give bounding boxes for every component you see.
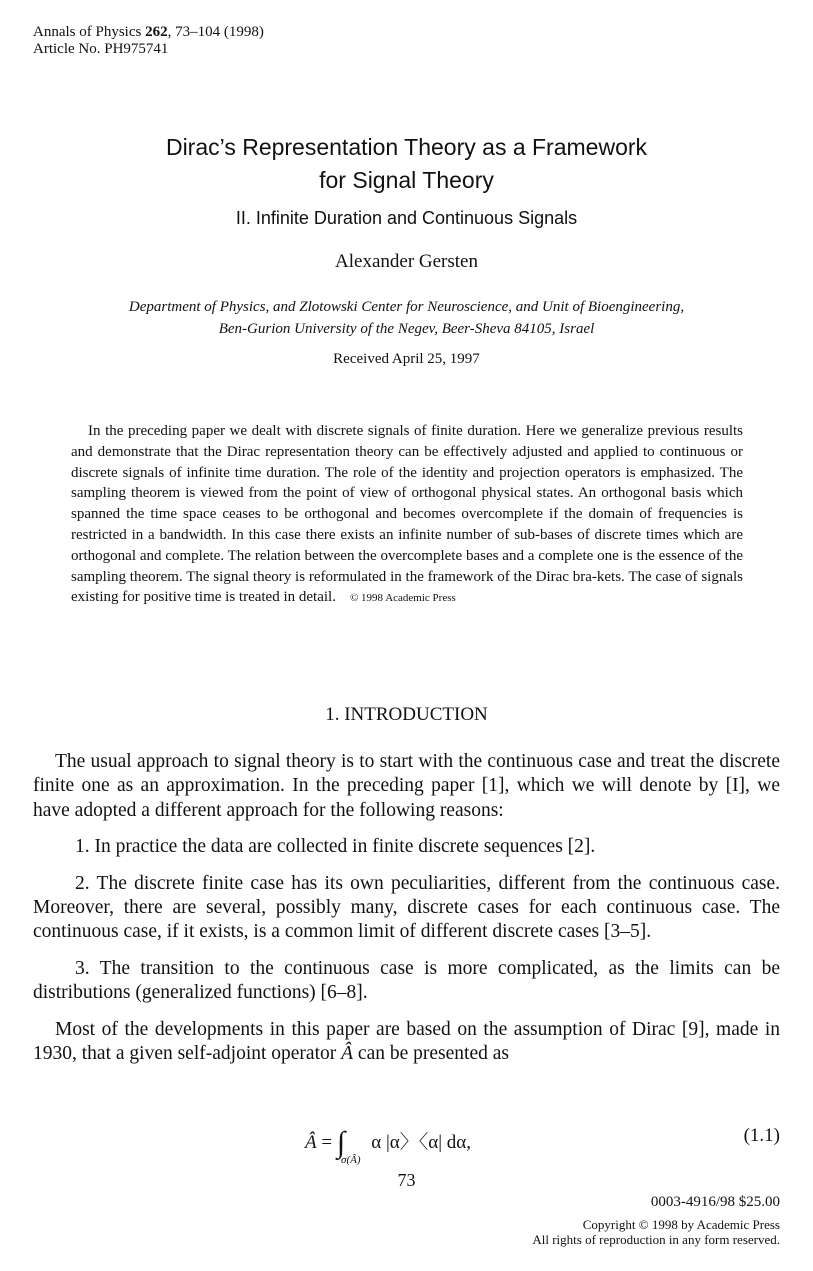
page-footer: [532, 1195, 780, 1248]
title-line-2: for Signal Theory: [319, 167, 494, 193]
equation-number: (1.1): [743, 1125, 780, 1146]
abstract-copyright: © 1998 Academic Press: [349, 592, 456, 605]
received-date: Received April 25, 1997: [333, 351, 480, 367]
list-item-2: 2. The discrete finite case has its own peculiarities, different from the continuous case. Moreover, there are several, possibly many, discrete cases for each continuous case. The continuous case, if it exists, is a common limit of different discrete cases [3–5].: [33, 872, 780, 943]
equation-integrand: α |α〉〈α| dα,: [371, 1132, 471, 1153]
equation-equals: =: [321, 1132, 333, 1153]
paragraph-intro: The usual approach to signal theory is to start with the continuous case and treat the discrete finite one as an approximation. In the preceding paper [1], which we will denote by [I], we have adopted a different approach for the following reasons:: [33, 751, 780, 821]
affiliation-line-2: Ben-Gurion University of the Negev, Beer-Sheva 84105, Israel: [218, 321, 595, 337]
integral-subscript: σ(Â): [341, 1153, 361, 1166]
abstract: [71, 421, 743, 609]
list-item-3: 3. The transition to the continuous case is more complicated, as the limits can be distributions (generalized functions) [6–8].: [33, 957, 780, 1004]
footer-price: 0003-4916/98 $25.00: [650, 1194, 780, 1210]
journal-volume: 262: [145, 24, 168, 40]
paper-subtitle: II. Infinite Duration and Continuous Signals: [235, 208, 578, 228]
footer-copyright: Copyright © 1998 by Academic Press: [582, 1216, 780, 1232]
paragraph-dirac: Most of the developments in this paper are based on the assumption of Dirac [9], made in 1930, that a given self-adjoint operator Â can be presented as: [33, 1018, 780, 1065]
section-heading: 1. INTRODUCTION: [325, 704, 488, 725]
affiliation-line-1: Department of Physics, and Zlotowski Center for Neuroscience, and Unit of Bioengineering,: [128, 299, 685, 315]
journal-header: [33, 24, 264, 58]
author-name: Alexander Gersten: [335, 251, 478, 272]
author-affiliation: [0, 296, 813, 340]
equation-1-1: [305, 1122, 471, 1166]
page-number: 73: [397, 1170, 416, 1190]
integral-sign: ∫: [336, 1126, 346, 1159]
footer-rights: All rights of reproduction in any form reserved.: [532, 1232, 780, 1247]
title-line-1: Dirac’s Representation Theory as a Framework: [165, 134, 648, 160]
equation-lhs: Â: [305, 1132, 317, 1153]
body-text: [33, 750, 780, 1078]
journal-citation: Annals of Physics 262, 73–104 (1998): [33, 24, 264, 40]
operator-symbol: Â: [341, 1043, 354, 1065]
article-number: Article No. PH975741: [33, 41, 169, 57]
paper-title: [0, 131, 813, 197]
abstract-text: In the preceding paper we dealt with discrete signals of finite duration. Here we generalize previous results and demonstrate that the Dirac representation theory can be effectively adjusted and applied to continuous or discrete signals of infinite time duration. The role of the identity and projection operators is emphasized. The sampling theorem is viewed from the point of view of orthogonal physical states. An orthogonal basis which spanned the time space ceases to be orthogonal and becomes overcomplete if the domain of frequencies is restricted in a bandwidth. In this case there exists an infinite number of sub-bases of discrete times which are orthogonal and complete. The relation between the overcomplete bases and a complete one is the essence of the sampling theorem. The signal theory is reformulated in the framework of the Dirac bra-kets. The case of signals existing for positive time is treated in detail.: [71, 423, 743, 606]
list-item-1: 1. In practice the data are collected in finite discrete sequences [2].: [75, 836, 596, 858]
